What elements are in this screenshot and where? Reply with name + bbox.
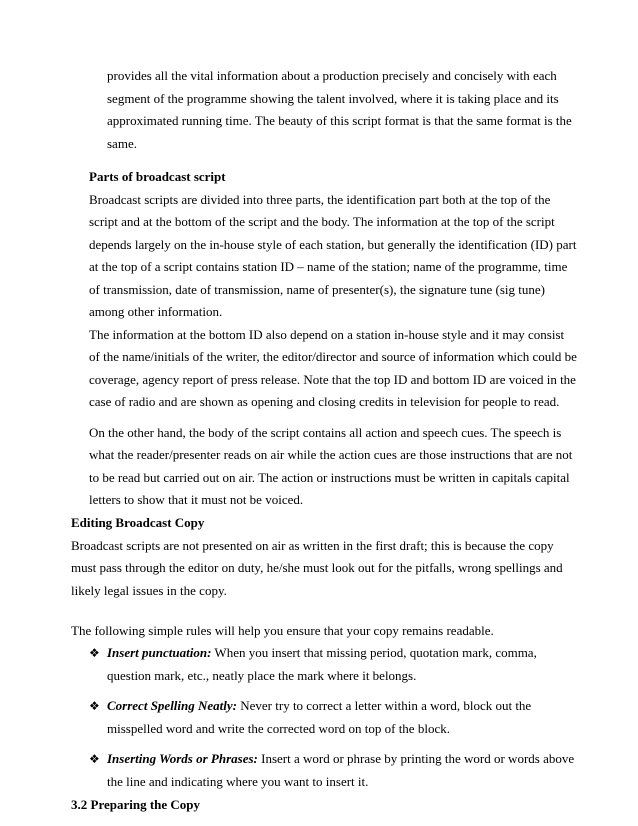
intro-paragraph: provides all the vital information about a production precisely and concisely with each segment of the programme showing the talent involved, where it is taking place and its approximated running time. The beauty of this script format is that the same format is the same. bbox=[107, 68, 572, 151]
rules-intro: The following simple rules will help you ensure that your copy remains readable. bbox=[71, 623, 494, 638]
rule-term: Correct Spelling Neatly: bbox=[107, 698, 237, 713]
editing-section bbox=[71, 512, 577, 602]
parts-paragraph-2: The information at the bottom ID also depend on a station in-house style and it may consist of the name/initials of the writer, the editor/director and source of information which could be coverage, agency report of press release. Note that the top ID and bottom ID are voiced in the case of radio and are shown as opening and closing credits in television for people to read. bbox=[89, 326, 577, 409]
parts-section bbox=[89, 166, 577, 512]
diamond-bullet-icon: ❖ bbox=[89, 752, 100, 766]
editing-heading: Editing Broadcast Copy bbox=[71, 515, 205, 530]
parts-heading: Parts of broadcast script bbox=[89, 169, 226, 184]
rules-list bbox=[89, 642, 577, 793]
list-item bbox=[89, 748, 577, 793]
diamond-bullet-icon: ❖ bbox=[89, 699, 100, 713]
editing-paragraph: Broadcast scripts are not presented on air as written in the first draft; this is because the copy must pass through the editor on duty, he/she must look out for the pitfalls, wrong spellings and likely legal issues in the copy. bbox=[71, 537, 563, 598]
rule-term: Inserting Words or Phrases: bbox=[107, 751, 258, 766]
list-item bbox=[89, 642, 577, 687]
rule-text: Never try to correct a letter within a word, block out the misspelled word and write the corrected word on top of the block. bbox=[107, 698, 532, 736]
list-item bbox=[89, 695, 577, 740]
parts-paragraph-3: On the other hand, the body of the script contains all action and speech cues. The speech is what the reader/presenter reads on air while the action cues are those instructions that are not to be read but carried out on air. The action or instructions must be written in capitals capital letters to show that it must not be voiced. bbox=[89, 424, 573, 507]
diamond-bullet-icon: ❖ bbox=[89, 646, 100, 660]
rule-text: When you insert that missing period, quotation mark, comma, question mark, etc., neatly place the mark where it belongs. bbox=[107, 645, 537, 683]
rule-term: Insert punctuation: bbox=[107, 645, 212, 660]
parts-paragraph-1: Broadcast scripts are divided into three parts, the identification part both at the top of the script and at the bottom of the script and the body. The information at the top of the script depends largely on the in-house style of each station, but generally the identification (ID) part at the top of a script contains station ID – name of the station; name of the programme, time of transmission, date of transmission, name of presenter(s), the signature tune (sig tune) among other information. bbox=[89, 191, 577, 319]
rule-text: Insert a word or phrase by printing the word or words above the line and indicating where you want to insert it. bbox=[107, 751, 575, 789]
section-heading-3-2: 3.2 Preparing the Copy bbox=[71, 797, 201, 812]
